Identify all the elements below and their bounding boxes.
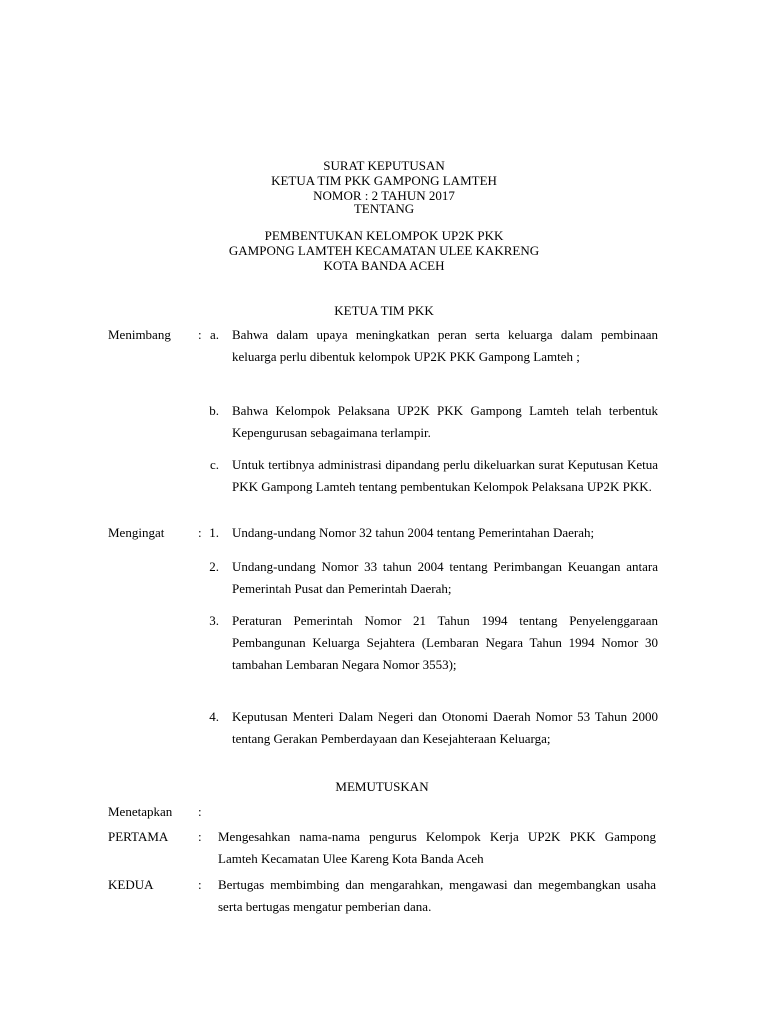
mengingat-item-3: Peraturan Pemerintah Nomor 21 Tahun 1994 tentang Penyelenggaraan Pembangunan Keluarga Sejahtera (Lembaran Negara Tahun 1994 Nomor 30 tambahan Lembaran Negara Nomor 3553); (232, 613, 658, 672)
menimbang-mark-c: c. (209, 457, 219, 472)
subject-line-2: GAMPONG LAMTEH KECAMATAN ULEE KAKRENG (228, 243, 540, 258)
mengingat-mark-2: 2. (209, 559, 219, 574)
doc-issuer-line: KETUA TIM PKK GAMPONG LAMTEH (271, 173, 497, 188)
pertama-colon: : (198, 829, 202, 844)
mengingat-item-4: Keputusan Menteri Dalam Negeri dan Otonomi Daerah Nomor 53 Tahun 2000 tentang Gerakan Pemberdayaan dan Kesejahteraan Keluarga; (232, 709, 658, 746)
doc-tentang: TENTANG (353, 201, 415, 216)
mengingat-label: Mengingat (108, 525, 165, 540)
subject-line-1: PEMBENTUKAN KELOMPOK UP2K PKK (264, 228, 504, 243)
mengingat-colon: : (198, 525, 202, 540)
menimbang-item-a: Bahwa dalam upaya meningkatkan peran serta keluarga dalam pembinaan keluarga perlu dibentuk kelompok UP2K PKK Gampong Lamteh ; (232, 327, 658, 364)
doc-title: SURAT KEPUTUSAN (323, 158, 445, 173)
mengingat-item-2: Undang-undang Nomor 33 tahun 2004 tentang Perimbangan Keuangan antara Pemerintah Pusat dan Pemerintah Daerah; (232, 559, 658, 596)
kedua-text: Bertugas membimbing dan mengarahkan, mengawasi dan megembangkan usaha serta bertugas mengatur pemberian dana. (218, 877, 656, 914)
doc-number: NOMOR : 2 TAHUN 2017 (313, 188, 455, 203)
menimbang-mark-b: b. (209, 403, 219, 418)
memutuskan-heading: MEMUTUSKAN (335, 779, 429, 794)
subject-line-3: KOTA BANDA ACEH (323, 258, 445, 273)
menimbang-item-c: Untuk tertibnya administrasi dipandang perlu dikeluarkan surat Keputusan Ketua PKK Gampong Lamteh tentang pembentukan Kelompok Pelaksana UP2K PKK. (232, 457, 658, 494)
menimbang-mark-a: a. (209, 327, 219, 342)
pertama-text: Mengesahkan nama-nama pengurus Kelompok Kerja UP2K PKK Gampong Lamteh Kecamatan Ulee Kareng Kota Banda Aceh (218, 829, 656, 866)
menetapkan-label: Menetapkan (108, 804, 173, 819)
kedua-label: KEDUA (108, 877, 154, 892)
menimbang-colon: : (198, 327, 202, 342)
mengingat-mark-1: 1. (209, 525, 219, 540)
menetapkan-colon: : (198, 804, 202, 819)
mengingat-mark-4: 4. (209, 709, 219, 724)
pertama-label: PERTAMA (108, 829, 169, 844)
mengingat-item-1: Undang-undang Nomor 32 tahun 2004 tentang Pemerintahan Daerah; (232, 525, 595, 540)
mengingat-mark-3: 3. (209, 613, 219, 628)
kedua-colon: : (198, 877, 202, 892)
menimbang-label: Menimbang (108, 327, 171, 342)
issuer-heading: KETUA TIM PKK (334, 303, 434, 318)
menimbang-item-b: Bahwa Kelompok Pelaksana UP2K PKK Gampong Lamteh telah terbentuk Kepengurusan sebagaimana terlampir. (232, 403, 658, 440)
